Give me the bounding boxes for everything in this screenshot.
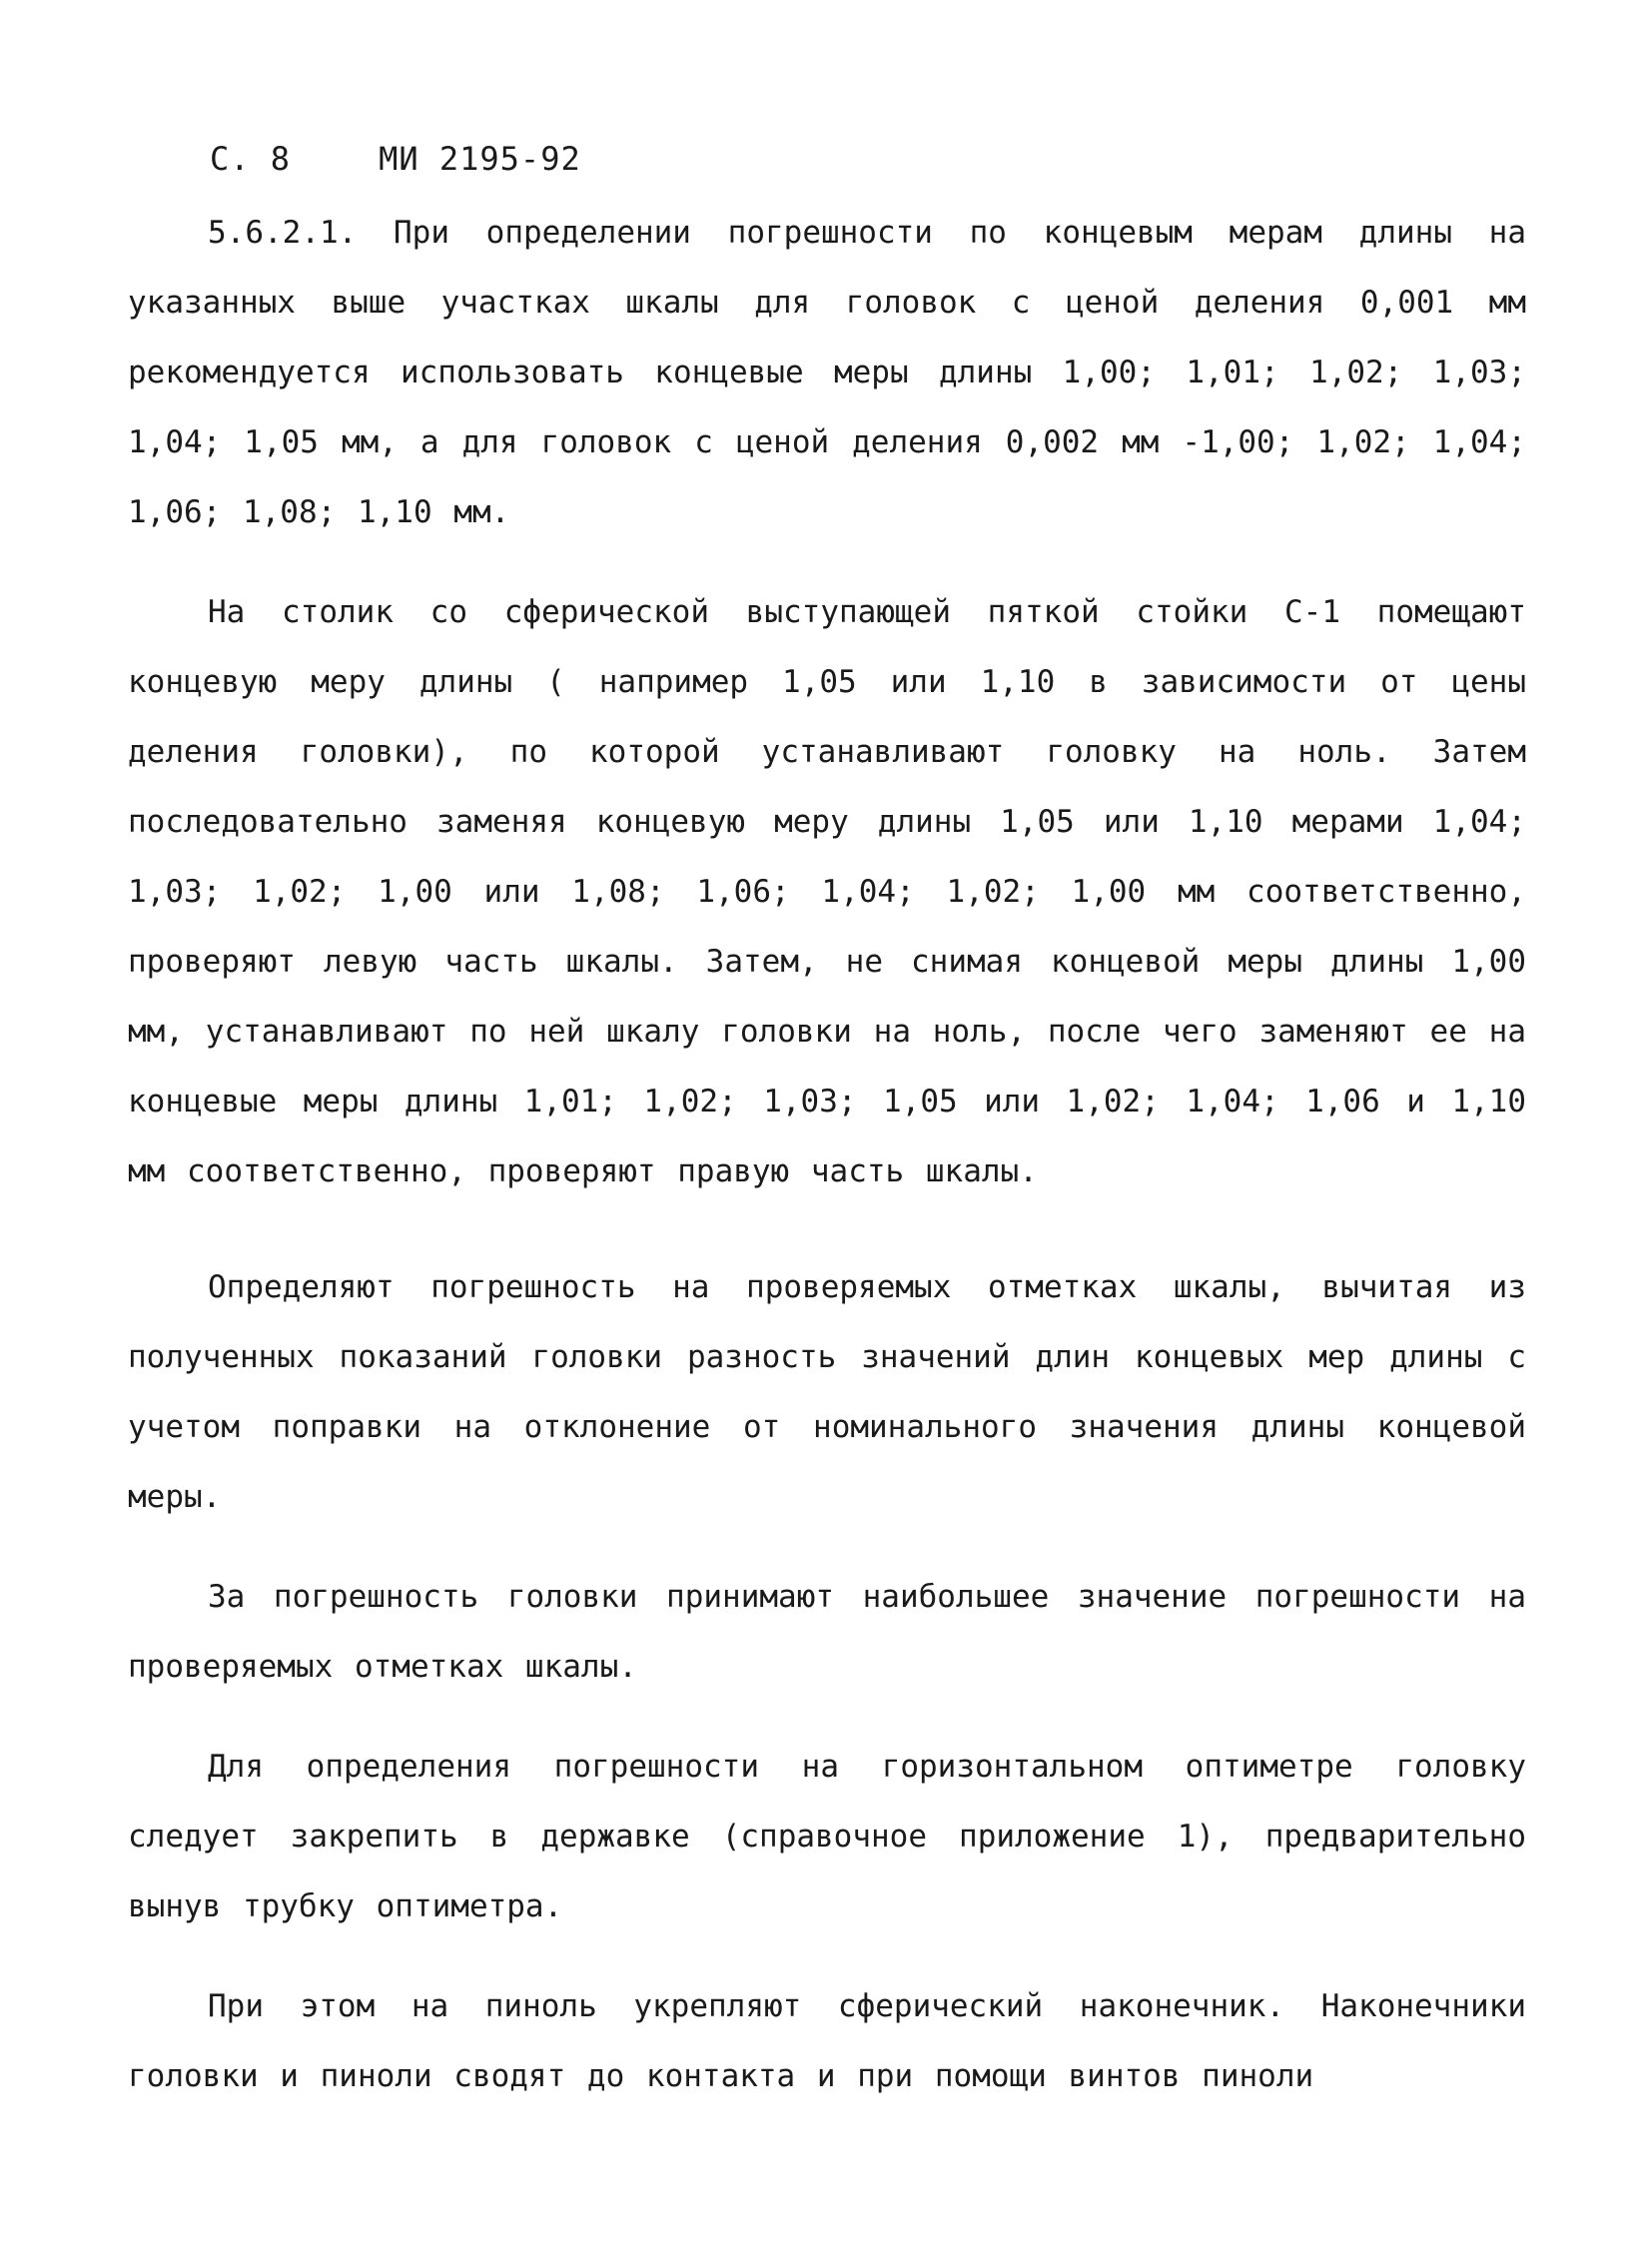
paragraph-spherical-tip: При этом на пиноль укрепляют сферический наконечник. Наконечники головки и пиноли сводят до контакта и при помощи винтов пиноли (128, 1988, 1526, 2094)
document-body (128, 198, 1526, 2111)
paragraph-optimeter: Для определения погрешности на горизонтальном оптиметре головку следует закрепить в державке (справочное приложение 1), предварительно вынув трубку оптиметра. (128, 1749, 1526, 1924)
paragraph-procedure: На столик со сферической выступающей пяткой стойки С-1 помещают концевую меру длины ( например 1,05 или 1,10 в зависимости от цены деления головки), по которой устанавливают головку на ноль. Затем последовательно заменяя концевую меру длины 1,05 или 1,10 мерами 1,04; 1,03; 1,02; 1,00 или 1,08; 1,06; 1,04; 1,02; 1,00 мм соответственно, проверяют левую часть шкалы. Затем, не снимая концевой меры длины 1,00 мм, устанавливают по ней шкалу головки на ноль, после чего заменяют ее на концевые меры длины 1,01; 1,02; 1,03; 1,05 или 1,02; 1,04; 1,06 и 1,10 мм соответственно, проверяют правую часть шкалы. (128, 594, 1526, 1189)
paragraph-head-error: За погрешность головки принимают наибольшее значение погрешности на проверяемых отметках шкалы. (128, 1579, 1526, 1685)
document-code: МИ 2195-92 (379, 140, 581, 178)
page-number: С. 8 (210, 140, 292, 178)
paragraph-clause-5-6-2-1: 5.6.2.1. При определении погрешности по концевым мерам длины на указанных выше участках шкалы для головок с ценой деления 0,001 мм рекомендуется использовать концевые меры длины 1,00; 1,01; 1,02; 1,03; 1,04; 1,05 мм, а для головок с ценой деления 0,002 мм -1,00; 1,02; 1,04; 1,06; 1,08; 1,10 мм. (128, 215, 1526, 530)
page-header (210, 140, 581, 178)
paragraph-error-determination: Определяют погрешность на проверяемых отметках шкалы, вычитая из полученных показаний головки разность значений длин концевых мер длины с учетом поправки на отклонение от номинального значения длины концевой меры. (128, 1269, 1526, 1515)
